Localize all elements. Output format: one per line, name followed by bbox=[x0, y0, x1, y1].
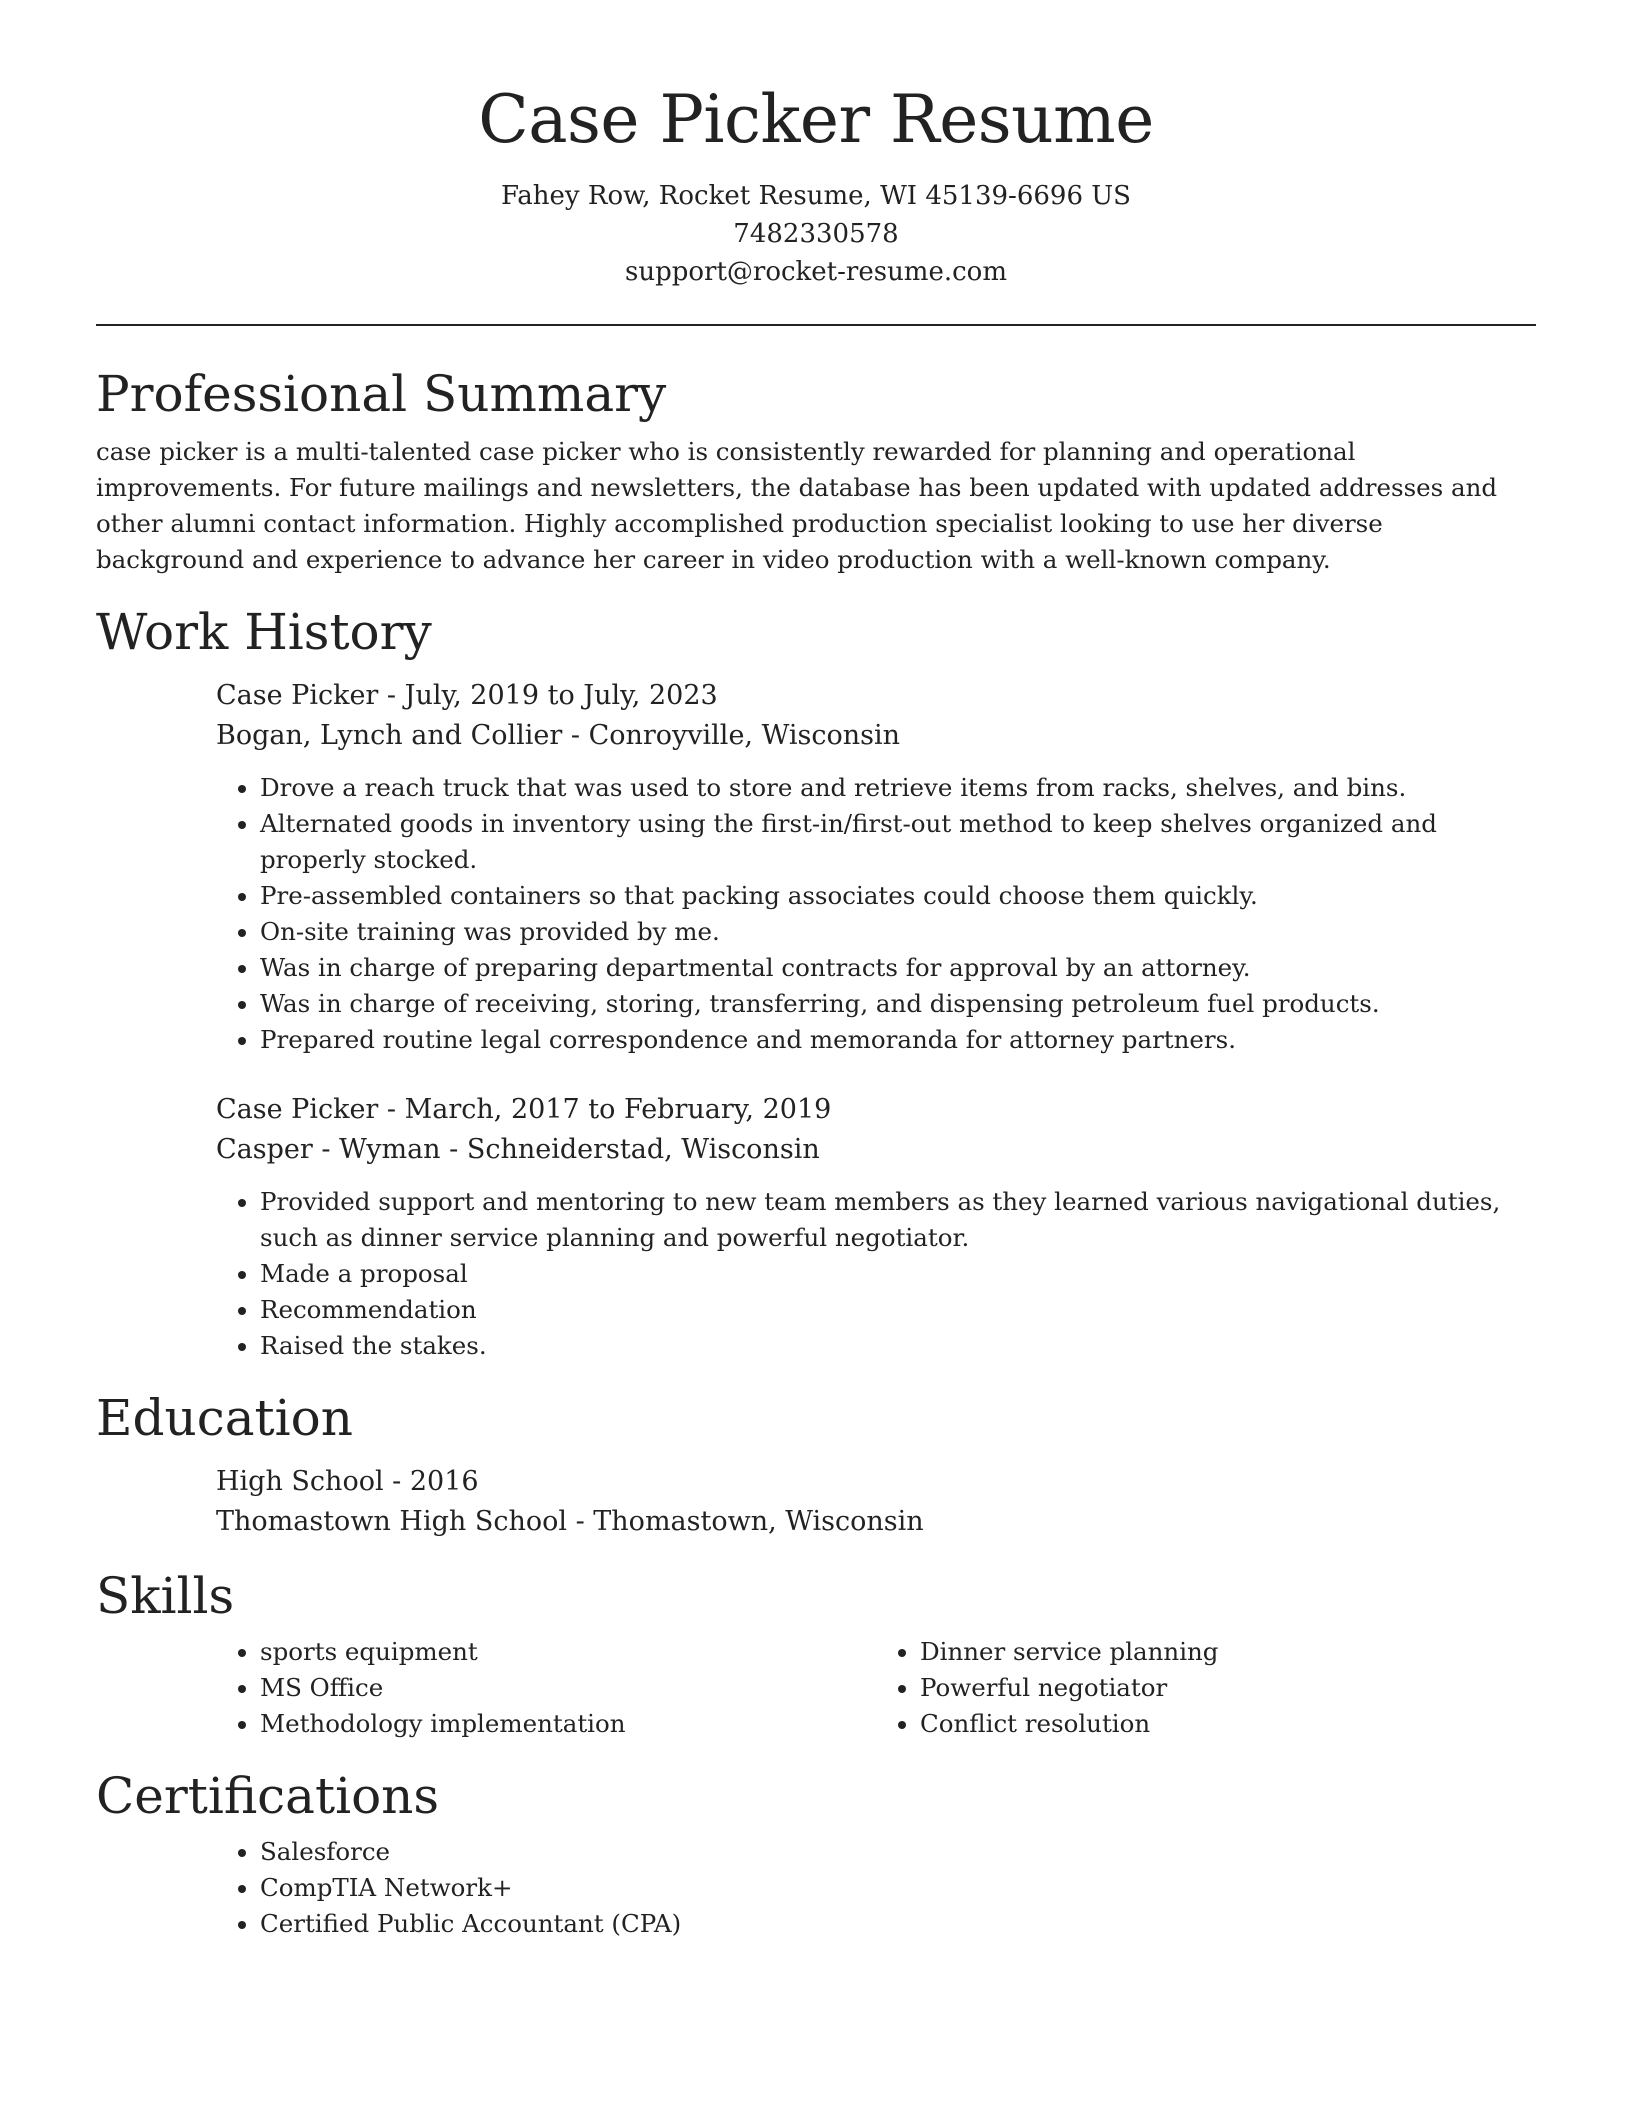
resume-header bbox=[96, 80, 1536, 291]
phone: 7482330578 bbox=[733, 219, 899, 250]
education-section bbox=[96, 1388, 1536, 1542]
list-item: • Raised the stakes. bbox=[260, 1328, 1536, 1364]
job-employer bbox=[216, 716, 1536, 756]
job-bullets bbox=[216, 770, 1536, 1058]
job-title-dates: Case Picker - March, 2017 to February, 2019 bbox=[216, 1094, 832, 1126]
job-location: - Conroyville, Wisconsin bbox=[562, 720, 901, 752]
degree-year: High School - 2016 bbox=[216, 1466, 479, 1498]
list-item: • Methodology implementation bbox=[260, 1706, 876, 1742]
list-item: • Conflict resolution bbox=[920, 1706, 1536, 1742]
list-item: • Certified Public Accountant (CPA) bbox=[260, 1906, 1536, 1942]
school-name: Thomastown High School bbox=[216, 1506, 567, 1538]
job-bullets bbox=[216, 1184, 1536, 1364]
job-location: - Schneiderstad, Wisconsin bbox=[440, 1134, 820, 1166]
certifications-wrapper bbox=[216, 1834, 1536, 1942]
contact-info bbox=[96, 177, 1536, 291]
skills-list-left bbox=[216, 1634, 876, 1742]
skills-heading: Skills bbox=[96, 1567, 235, 1626]
skills-section bbox=[96, 1566, 1536, 1742]
list-item: • Was in charge of receiving, storing, transferring, and dispensing petroleum fuel products. bbox=[260, 986, 1536, 1022]
page-title: Case Picker Resume bbox=[478, 81, 1154, 158]
job-title-dates: Case Picker - July, 2019 to July, 2023 bbox=[216, 680, 718, 712]
list-item: • Pre-assembled containers so that packing associates could choose them quickly. bbox=[260, 878, 1536, 914]
list-item: • Drove a reach truck that was used to store and retrieve items from racks, shelves, and bins. bbox=[260, 770, 1536, 806]
list-item: • Provided support and mentoring to new team members as they learned various navigational duties, such as dinner service planning and powerful negotiator. bbox=[260, 1184, 1536, 1256]
school-location: - Thomastown, Wisconsin bbox=[567, 1506, 924, 1538]
list-item: • On-site training was provided by me. bbox=[260, 914, 1536, 950]
work-history-heading: Work History bbox=[96, 603, 432, 662]
list-item: • Recommendation bbox=[260, 1292, 1536, 1328]
certifications-heading: Certifications bbox=[96, 1767, 440, 1826]
list-item: • Was in charge of preparing departmental contracts for approval by an attorney. bbox=[260, 950, 1536, 986]
summary-heading: Professional Summary bbox=[96, 365, 667, 424]
email: support@rocket-resume.com bbox=[624, 257, 1007, 288]
job-entry bbox=[216, 676, 1536, 1058]
skills-columns bbox=[216, 1626, 1536, 1742]
list-item: • MS Office bbox=[260, 1670, 876, 1706]
list-item: • Salesforce bbox=[260, 1834, 1536, 1870]
education-entry bbox=[216, 1462, 1536, 1542]
resume-page bbox=[96, 80, 1536, 1942]
list-item: • Alternated goods in inventory using the first-in/first-out method to keep shelves organized and properly stocked. bbox=[260, 806, 1536, 878]
school-line bbox=[216, 1502, 1536, 1542]
skills-list-right bbox=[876, 1634, 1536, 1742]
certifications-list bbox=[216, 1834, 1536, 1942]
company-name: Bogan, Lynch and Collier bbox=[216, 720, 563, 752]
company-name: Casper - Wyman bbox=[216, 1134, 441, 1166]
list-item: • Prepared routine legal correspondence and memoranda for attorney partners. bbox=[260, 1022, 1536, 1058]
job-entry bbox=[216, 1090, 1536, 1364]
certifications-section bbox=[96, 1766, 1536, 1942]
summary-section bbox=[96, 364, 1536, 578]
summary-text: case picker is a multi-talented case picker who is consistently rewarded for planning and operational improvements. For future mailings and newsletters, the database has been updated with updated addresses and other alumni contact information. Highly accomplished production specialist looking to use her diverse background and experience to advance her career in video production with a well-known company. bbox=[96, 437, 1498, 575]
job-employer bbox=[216, 1130, 1536, 1170]
education-heading: Education bbox=[96, 1389, 353, 1448]
list-item: • Powerful negotiator bbox=[920, 1670, 1536, 1706]
list-item: • Made a proposal bbox=[260, 1256, 1536, 1292]
list-item: • Dinner service planning bbox=[920, 1634, 1536, 1670]
address: Fahey Row, Rocket Resume, WI 45139-6696 US bbox=[501, 181, 1131, 212]
list-item: • CompTIA Network+ bbox=[260, 1870, 1536, 1906]
list-item: • sports equipment bbox=[260, 1634, 876, 1670]
header-divider bbox=[96, 324, 1536, 326]
work-history-section bbox=[96, 602, 1536, 1364]
